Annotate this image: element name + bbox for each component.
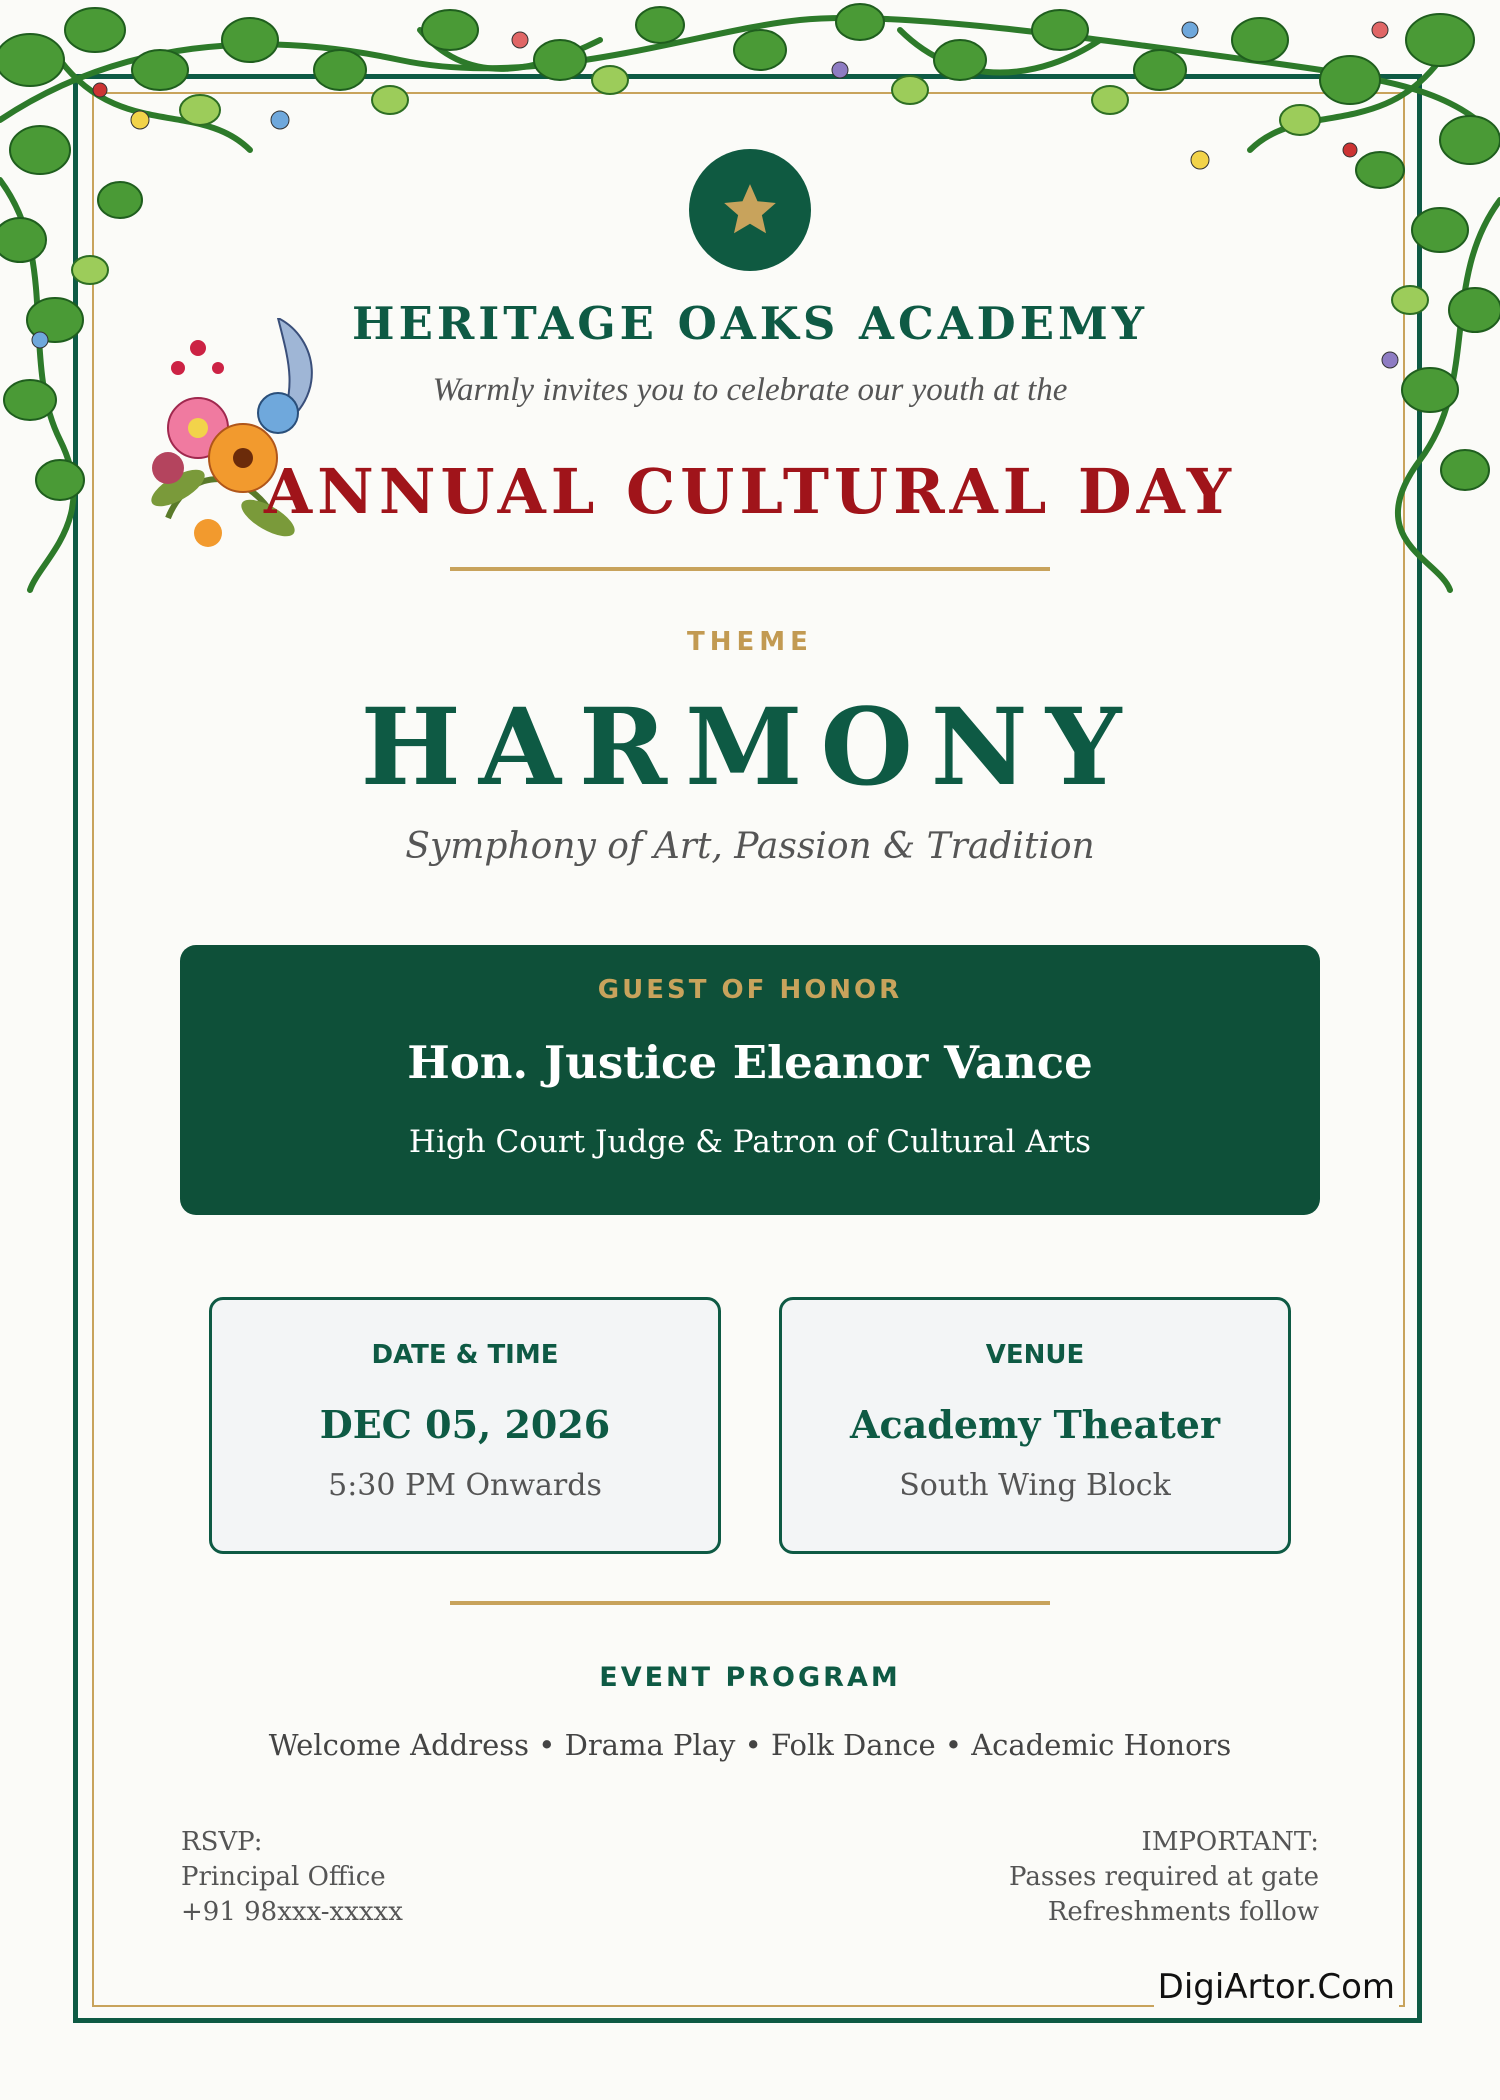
star-icon — [719, 179, 781, 241]
important-label: IMPORTANT: — [1141, 1827, 1319, 1857]
invitation-line: Warmly invites you to celebrate our youth at the — [432, 372, 1068, 408]
event-name: ANNUAL CULTURAL DAY — [264, 455, 1236, 528]
program-label: EVENT PROGRAM — [599, 1662, 901, 1693]
flower-bouquet — [128, 318, 328, 578]
divider-top — [450, 567, 1050, 571]
guest-role: High Court Judge & Patron of Cultural Arts — [408, 1124, 1092, 1160]
star-emblem — [689, 149, 811, 271]
event-time: 5:30 PM Onwards — [328, 1468, 602, 1503]
date-time-card — [209, 1297, 721, 1554]
theme-tagline: Symphony of Art, Passion & Tradition — [405, 826, 1095, 867]
venue-label: VENUE — [985, 1340, 1085, 1370]
venue-card — [779, 1297, 1291, 1554]
watermark: DigiArtor.Com — [1154, 1967, 1399, 2007]
venue-block: South Wing Block — [899, 1468, 1171, 1503]
rsvp-office: Principal Office — [181, 1862, 386, 1892]
theme-title: HARMONY — [360, 684, 1140, 809]
guest-label: GUEST OF HONOR — [597, 975, 903, 1005]
institution-name: HERITAGE OAKS ACADEMY — [352, 297, 1148, 350]
rsvp-phone: +91 98xxx-xxxxx — [181, 1897, 403, 1927]
important-line-2: Refreshments follow — [1047, 1897, 1319, 1927]
theme-label: THEME — [687, 627, 813, 657]
venue-name: Academy Theater — [850, 1402, 1220, 1447]
program-items: Welcome Address • Drama Play • Folk Dance • Academic Honors — [268, 1728, 1232, 1762]
event-date: DEC 05, 2026 — [319, 1402, 611, 1447]
rsvp-block — [181, 1825, 403, 1930]
important-line-1: Passes required at gate — [1009, 1862, 1319, 1892]
guest-name: Hon. Justice Eleanor Vance — [407, 1036, 1093, 1089]
date-time-label: DATE & TIME — [371, 1340, 559, 1370]
divider-bottom — [450, 1601, 1050, 1605]
rsvp-label: RSVP: — [181, 1827, 263, 1857]
important-block — [1009, 1825, 1319, 1930]
